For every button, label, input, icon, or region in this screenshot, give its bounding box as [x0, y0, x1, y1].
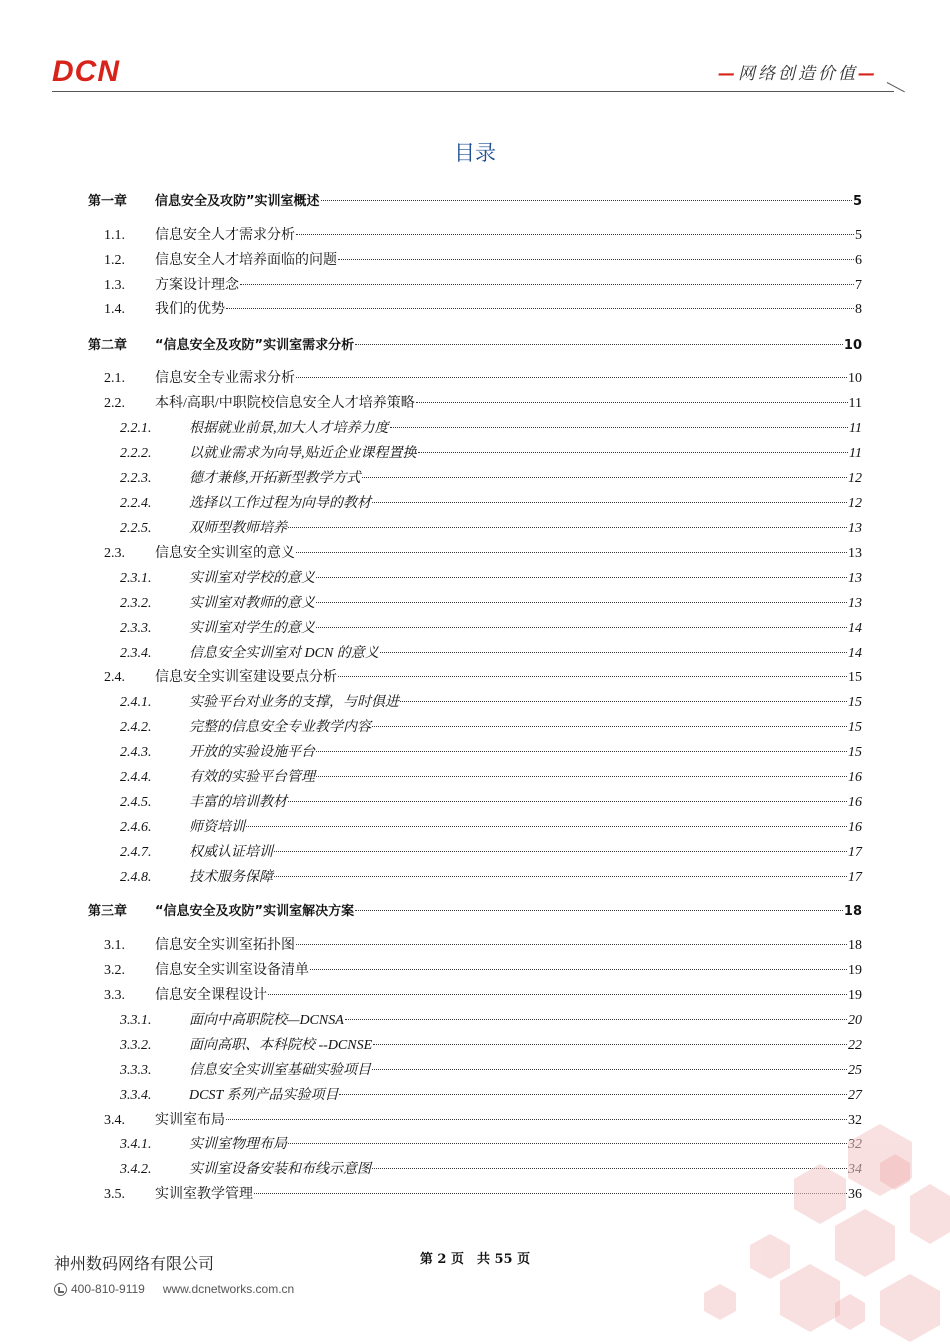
toc-entry-page: 11: [849, 421, 862, 436]
toc-entry-title: 信息安全实训室设备清单: [155, 963, 309, 978]
toc-entry-title: 实训室对学生的意义: [189, 621, 315, 636]
toc-entry-number: 2.3.: [104, 546, 125, 561]
toc-entry-page: 8: [855, 302, 862, 317]
toc-entry-number: 2.4.5.: [120, 795, 152, 810]
toc-entry[interactable]: [120, 520, 862, 538]
toc-leader-dots: [296, 944, 847, 945]
toc-entry-title: 本科/高职/中职院校信息安全人才培养策略: [155, 396, 415, 411]
toc-entry-title: 丰富的培训教材: [189, 795, 287, 810]
toc-entry-page: 15: [848, 695, 862, 710]
toc-entry-number: 第二章: [88, 338, 128, 353]
toc-entry[interactable]: [104, 277, 862, 295]
toc-entry-number: 3.1.: [104, 938, 125, 953]
toc-entry-title: 德才兼修,开拓新型教学方式: [189, 471, 361, 486]
toc-entry-page: 16: [848, 820, 862, 835]
toc-entry-page: 15: [848, 670, 862, 685]
toc-entry-title: 以就业需求为向导,贴近企业课程置换: [189, 446, 417, 461]
toc-entry-title: 实训室对学校的意义: [189, 571, 315, 586]
toc-entry-title: 信息安全人才需求分析: [155, 228, 295, 243]
toc-entry-title: 信息安全人才培养面临的问题: [155, 253, 337, 268]
toc-entry-number: 3.4.1.: [120, 1137, 152, 1152]
toc-leader-dots: [338, 259, 854, 260]
toc-leader-dots: [316, 577, 847, 578]
toc-entry[interactable]: [104, 545, 862, 563]
toc-entry-page: 15: [848, 720, 862, 735]
toc-entry-title: 面向高职、本科院校 --DCNSE: [189, 1038, 373, 1053]
toc-leader-dots: [372, 1069, 847, 1070]
toc-leader-dots: [316, 751, 847, 752]
toc-entry[interactable]: [120, 420, 862, 438]
toc-leader-dots: [355, 344, 843, 345]
toc-leader-dots: [310, 969, 847, 970]
toc-entry[interactable]: [120, 769, 862, 787]
toc-entry-page: 18: [843, 904, 862, 919]
toc-entry[interactable]: [88, 193, 862, 211]
toc-leader-dots: [226, 308, 854, 309]
toc-entry[interactable]: [120, 470, 862, 488]
toc-entry-title: 双师型教师培养: [189, 521, 287, 536]
toc-leader-dots: [338, 676, 847, 677]
toc-entry-page: 6: [855, 253, 862, 268]
toc-entry-title: 实训室对教师的意义: [189, 596, 315, 611]
toc-entry[interactable]: [104, 669, 862, 687]
toc-entry-page: 7: [855, 278, 862, 293]
toc-entry-number: 第一章: [88, 194, 128, 209]
toc-entry-title: 面向中高职院校—DCNSA: [189, 1013, 344, 1028]
toc-entry-page: 36: [848, 1187, 862, 1202]
toc-entry-number: 2.3.3.: [120, 621, 152, 636]
toc-entry-title: 实训室教学管理: [155, 1187, 253, 1202]
toc-entry-number: 3.3.2.: [120, 1038, 152, 1053]
toc-entry-number: 3.3.: [104, 988, 125, 1003]
toc-entry[interactable]: [120, 1012, 862, 1030]
footer-contact: [54, 1282, 294, 1296]
slogan: [718, 64, 878, 84]
toc-entry[interactable]: [104, 937, 862, 955]
toc-entry[interactable]: [88, 903, 862, 921]
toc-entry-number: 2.1.: [104, 371, 125, 386]
toc-entry[interactable]: [120, 694, 862, 712]
toc-entry-number: 1.3.: [104, 278, 125, 293]
toc-entry[interactable]: [120, 1037, 862, 1055]
toc-entry-page: 13: [848, 521, 862, 536]
toc-entry-title: 方案设计理念: [155, 278, 239, 293]
toc-entry-title: “信息安全及攻防”实训室需求分析: [155, 338, 355, 353]
toc-leader-dots: [372, 502, 847, 503]
toc-entry-page: 19: [848, 963, 862, 978]
toc-entry[interactable]: [120, 819, 862, 837]
toc-entry-page: 16: [848, 770, 862, 785]
toc-leader-dots: [274, 876, 847, 877]
toc-entry-title: 选择以工作过程为向导的教材: [189, 496, 371, 511]
toc-entry[interactable]: [104, 962, 862, 980]
toc-entry-page: 5: [852, 194, 862, 209]
toc-leader-dots: [373, 1044, 847, 1045]
toc-entry[interactable]: [88, 337, 862, 355]
toc-entry-number: 3.2.: [104, 963, 125, 978]
toc-entry[interactable]: [120, 445, 862, 463]
toc-entry-title: “信息安全及攻防”实训室解决方案: [155, 904, 355, 919]
toc-entry-number: 2.4.2.: [120, 720, 152, 735]
toc-leader-dots: [355, 910, 843, 911]
toc-entry-page: 13: [848, 596, 862, 611]
page-number: 第 2 页 共 55 页: [419, 1252, 531, 1267]
toc-entry-number: 第三章: [88, 904, 128, 919]
toc-entry-page: 10: [848, 371, 862, 386]
slogan-dash-left: —: [718, 64, 738, 84]
toc-entry-number: 3.3.1.: [120, 1013, 152, 1028]
toc-leader-dots: [296, 552, 847, 553]
toc-entry-number: 2.2.2.: [120, 446, 152, 461]
toc-entry-title: 实训室布局: [155, 1113, 225, 1128]
toc-entry[interactable]: [104, 370, 862, 388]
toc-entry-page: 20: [848, 1013, 862, 1028]
slogan-text: 网络创造价值: [738, 64, 858, 84]
toc-leader-dots: [400, 701, 847, 702]
toc-entry-page: 12: [848, 496, 862, 511]
toc-entry-page: 13: [848, 546, 862, 561]
toc-entry-title: 根据就业前景,加大人才培养力度: [189, 421, 389, 436]
toc-entry-title: DCST 系列产品实验项目: [189, 1088, 339, 1103]
toc-leader-dots: [390, 427, 849, 428]
toc-entry-number: 2.2.4.: [120, 496, 152, 511]
toc-leader-dots: [268, 994, 847, 995]
toc-entry-page: 11: [848, 396, 862, 411]
toc-entry-page: 14: [848, 646, 862, 661]
toc-entry-number: 2.3.1.: [120, 571, 152, 586]
toc-entry[interactable]: [120, 620, 862, 638]
toc-entry-title: 开放的实验设施平台: [189, 745, 315, 760]
toc-leader-dots: [372, 726, 847, 727]
toc-entry[interactable]: [120, 719, 862, 737]
toc-entry-number: 2.4.8.: [120, 870, 152, 885]
toc-entry-number: 2.4.6.: [120, 820, 152, 835]
toc-entry[interactable]: [104, 987, 862, 1005]
toc-entry-title: 我们的优势: [155, 302, 225, 317]
toc-entry[interactable]: [120, 595, 862, 613]
footer-phone: 400-810-9119: [71, 1282, 145, 1296]
toc-entry-title: 实验平台对业务的支撑，与时俱进: [189, 695, 399, 710]
toc-entry[interactable]: [120, 744, 862, 762]
toc-entry-title: 实训室物理布局: [189, 1137, 287, 1152]
toc-entry-page: 32: [848, 1113, 862, 1128]
footer-website: www.dcnetworks.com.cn: [162, 1282, 295, 1296]
toc-entry[interactable]: [120, 869, 862, 887]
toc-leader-dots: [416, 402, 848, 403]
toc-entry-page: 5: [855, 228, 862, 243]
toc-entry[interactable]: [120, 794, 862, 812]
slogan-dash-right: —: [858, 64, 878, 84]
toc-entry-title: 权威认证培训: [189, 845, 273, 860]
toc-leader-dots: [339, 1094, 847, 1095]
toc-entry[interactable]: [120, 495, 862, 513]
toc-entry-number: 1.1.: [104, 228, 125, 243]
toc-entry-number: 3.5.: [104, 1187, 125, 1202]
footer-company-name: 神州数码网络有限公司: [54, 1254, 215, 1273]
hexagon-decoration: [650, 1114, 950, 1344]
phone-icon: [54, 1283, 67, 1296]
toc-entry[interactable]: [120, 1062, 862, 1080]
toc-entry-title: 师资培训: [189, 820, 245, 835]
toc-leader-dots: [316, 602, 847, 603]
toc-entry-title: 信息安全实训室对 DCN 的意义: [189, 646, 379, 661]
dcn-logo: DCN: [52, 55, 120, 88]
toc-leader-dots: [345, 1019, 847, 1020]
toc-leader-dots: [288, 801, 847, 802]
toc-entry[interactable]: [104, 395, 862, 413]
toc-entry-page: 12: [848, 471, 862, 486]
toc-entry-title: 信息安全实训室建设要点分析: [155, 670, 337, 685]
toc-entry-number: 2.3.2.: [120, 596, 152, 611]
toc-entry[interactable]: [120, 1087, 862, 1105]
toc-entry-page: 11: [849, 446, 862, 461]
toc-entry-title: 信息安全专业需求分析: [155, 371, 295, 386]
toc-leader-dots: [274, 851, 847, 852]
toc-entry-number: 2.2.3.: [120, 471, 152, 486]
toc-entry[interactable]: [120, 645, 862, 663]
toc-entry-page: 13: [848, 571, 862, 586]
toc-entry-number: 2.4.1.: [120, 695, 152, 710]
toc-leader-dots: [288, 527, 847, 528]
toc-leader-dots: [321, 200, 852, 201]
toc-leader-dots: [418, 452, 849, 453]
toc-entry-page: 25: [848, 1063, 862, 1078]
toc-entry-number: 2.3.4.: [120, 646, 152, 661]
toc-entry-title: 信息安全实训室基础实验项目: [189, 1063, 371, 1078]
toc-entry-title: 信息安全课程设计: [155, 988, 267, 1003]
toc-entry-page: 10: [843, 338, 862, 353]
toc-entry-title: 完整的信息安全专业教学内容: [189, 720, 371, 735]
toc-entry-page: 15: [848, 745, 862, 760]
toc-entry[interactable]: [120, 570, 862, 588]
toc-entry-number: 3.4.2.: [120, 1162, 152, 1177]
toc-entry-page: 22: [848, 1038, 862, 1053]
toc-entry-page: 27: [848, 1088, 862, 1103]
toc-entry-page: 19: [848, 988, 862, 1003]
toc-entry-page: 17: [848, 845, 862, 860]
toc-entry-page: 17: [848, 870, 862, 885]
toc-entry-title: 实训室设备安装和布线示意图: [189, 1162, 371, 1177]
toc-leader-dots: [316, 627, 847, 628]
toc-leader-dots: [296, 377, 847, 378]
toc-leader-dots: [380, 652, 847, 653]
toc-entry-number: 2.2.1.: [120, 421, 152, 436]
toc-leader-dots: [362, 477, 848, 478]
toc-entry-number: 2.4.3.: [120, 745, 152, 760]
toc-entry-title: 有效的实验平台管理: [189, 770, 315, 785]
toc-entry-title: 技术服务保障: [189, 870, 273, 885]
toc-entry-number: 2.4.: [104, 670, 125, 685]
toc-entry-page: 16: [848, 795, 862, 810]
toc-entry-number: 2.4.4.: [120, 770, 152, 785]
toc-entry-title: 信息安全实训室拓扑图: [155, 938, 295, 953]
toc-entry-title: 信息安全及攻防”实训室概述: [155, 194, 320, 209]
toc-leader-dots: [296, 234, 854, 235]
header-rule: [52, 91, 894, 92]
toc-entry[interactable]: [120, 844, 862, 862]
toc-entry-number: 3.3.3.: [120, 1063, 152, 1078]
toc-leader-dots: [240, 284, 854, 285]
toc-entry-number: 2.4.7.: [120, 845, 152, 860]
toc-entry[interactable]: [104, 252, 862, 270]
toc-entry-number: 2.2.5.: [120, 521, 152, 536]
toc-entry-page: 14: [848, 621, 862, 636]
toc-entry-number: 3.4.: [104, 1113, 125, 1128]
toc-entry[interactable]: [104, 227, 862, 245]
toc-entry-title: 信息安全实训室的意义: [155, 546, 295, 561]
toc-entry[interactable]: [104, 301, 862, 319]
toc-entry-page: 18: [848, 938, 862, 953]
toc-entry-number: 1.2.: [104, 253, 125, 268]
toc-entry-number: 1.4.: [104, 302, 125, 317]
toc-entry-number: 3.3.4.: [120, 1088, 152, 1103]
toc-entry-number: 2.2.: [104, 396, 125, 411]
toc-leader-dots: [246, 826, 847, 827]
toc-leader-dots: [316, 776, 847, 777]
toc-title: 目录: [454, 141, 496, 165]
